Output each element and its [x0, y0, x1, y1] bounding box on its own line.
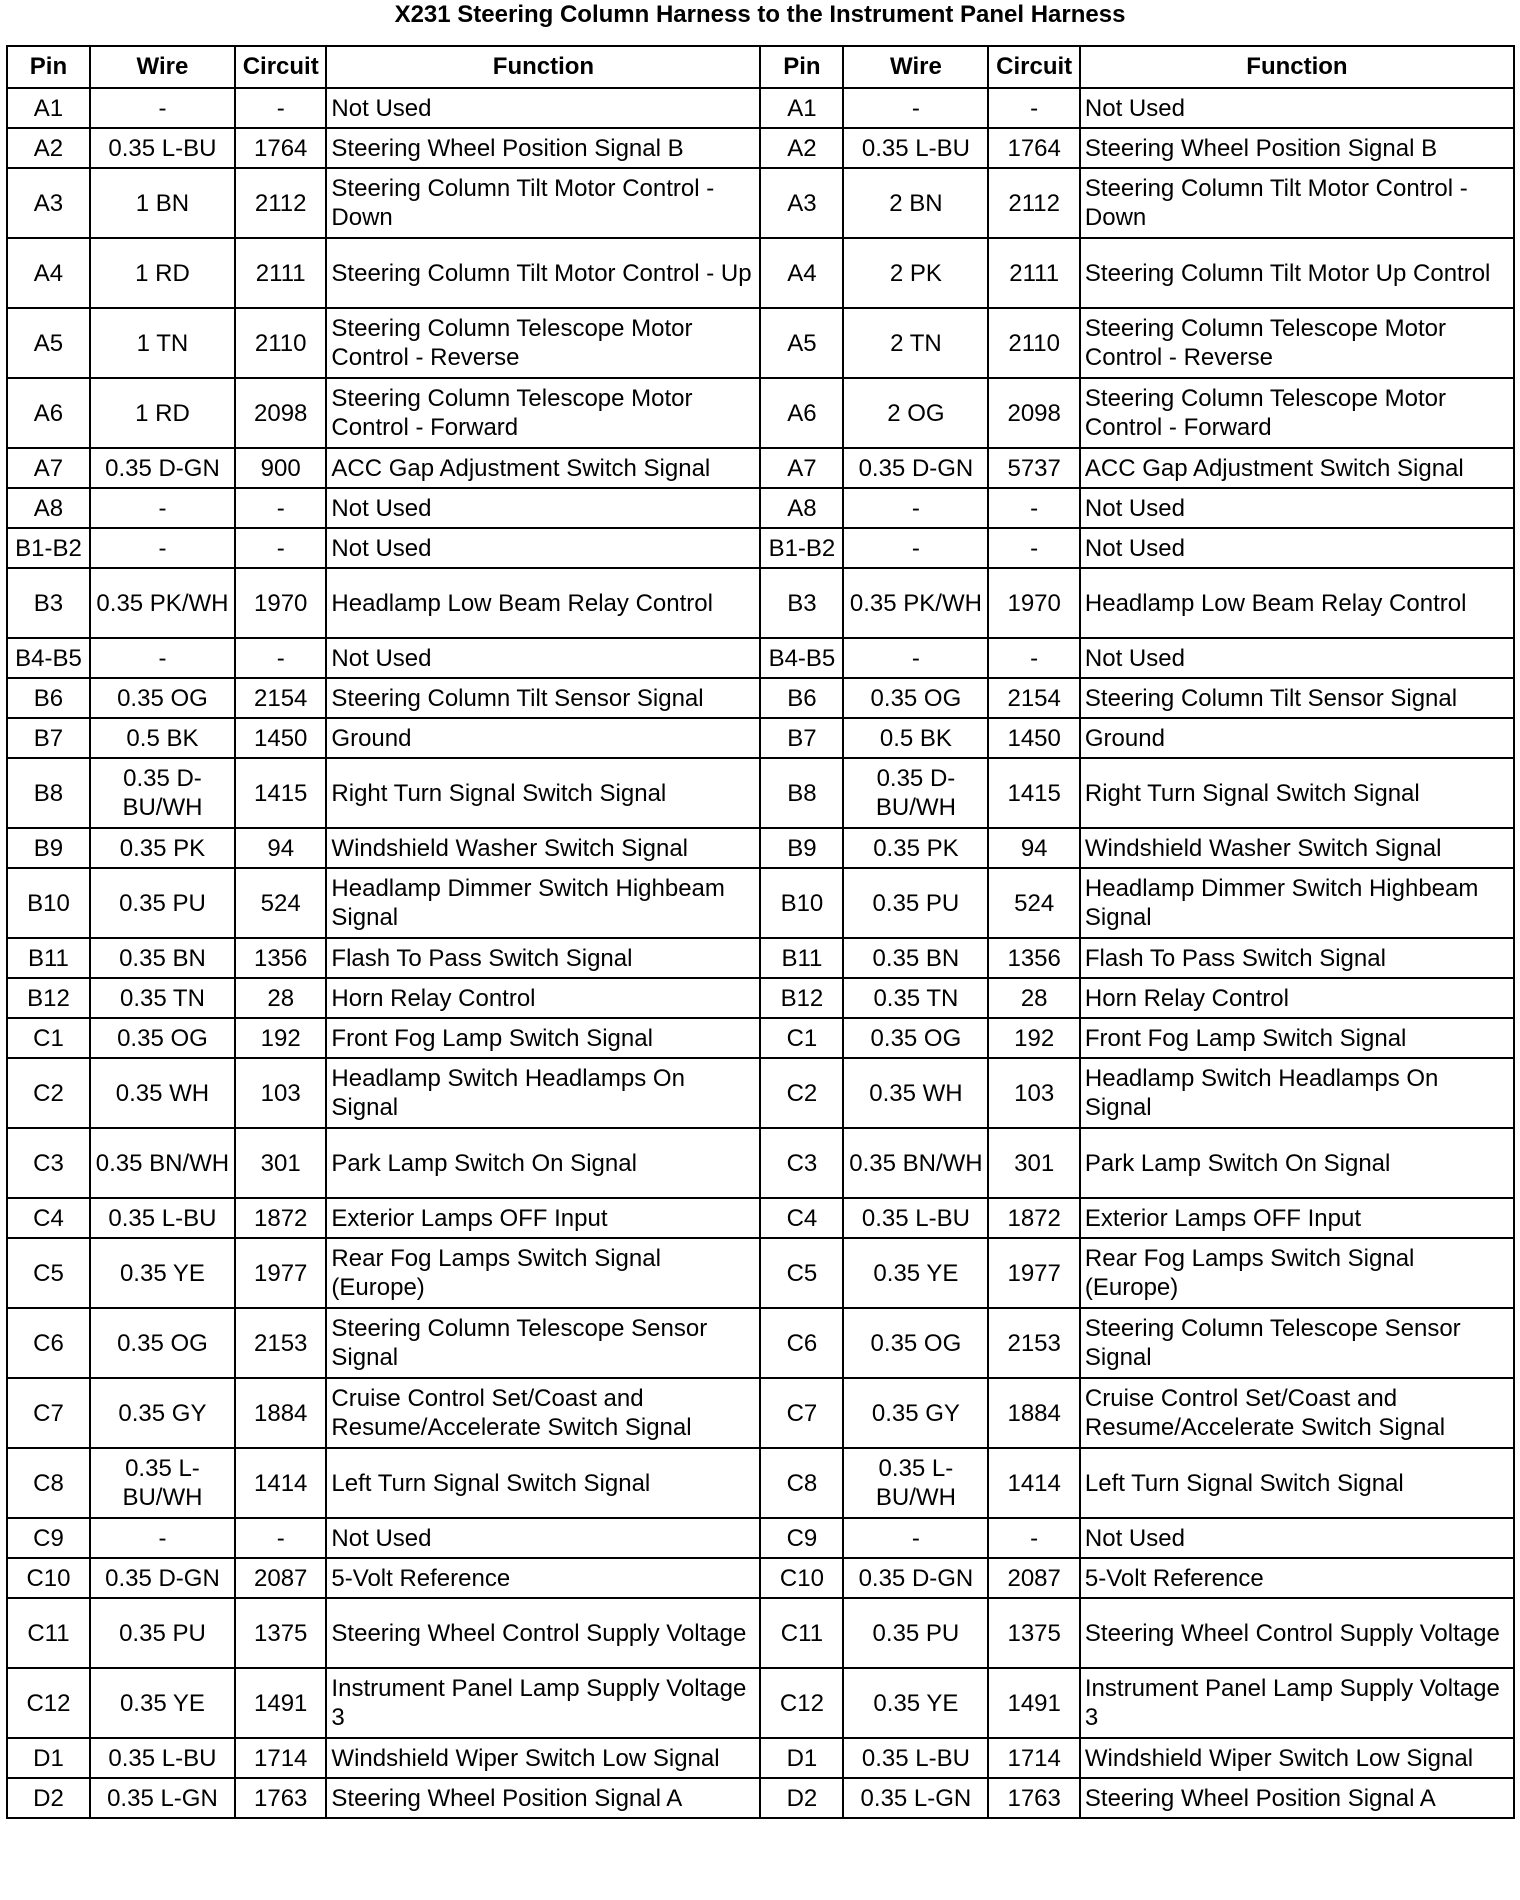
wire-cell: 0.35 WH — [90, 1058, 235, 1128]
function-cell-2: Steering Column Telescope Motor Control - Forward — [1080, 378, 1514, 448]
function-cell-2: Instrument Panel Lamp Supply Voltage 3 — [1080, 1668, 1514, 1738]
pin-cell-2: A7 — [760, 448, 843, 488]
table-row — [7, 758, 1514, 828]
circuit-cell: 1884 — [235, 1378, 326, 1448]
pin-cell-2: D1 — [760, 1738, 843, 1778]
wire-cell-2: 0.35 OG — [843, 1308, 988, 1378]
wire-cell: 0.35 L-BU — [90, 1198, 235, 1238]
function-cell: Headlamp Switch Headlamps On Signal — [326, 1058, 760, 1128]
circuit-cell: 2154 — [235, 678, 326, 718]
wire-cell-2: 0.35 PK/WH — [843, 568, 988, 638]
pin-cell-2: A8 — [760, 488, 843, 528]
wire-cell-2: 0.35 BN — [843, 938, 988, 978]
circuit-cell: 1764 — [235, 128, 326, 168]
pin-cell-2: C9 — [760, 1518, 843, 1558]
function-cell: Headlamp Low Beam Relay Control — [326, 568, 760, 638]
circuit-cell-2: 1714 — [988, 1738, 1079, 1778]
circuit-cell: 1977 — [235, 1238, 326, 1308]
pin-cell: A8 — [7, 488, 90, 528]
table-row — [7, 1308, 1514, 1378]
function-cell: Windshield Washer Switch Signal — [326, 828, 760, 868]
function-cell: Steering Column Telescope Motor Control - Reverse — [326, 308, 760, 378]
circuit-cell: 1415 — [235, 758, 326, 828]
table-row — [7, 1238, 1514, 1308]
wire-cell: 0.35 D-GN — [90, 448, 235, 488]
table-row — [7, 168, 1514, 238]
wire-cell-2: 0.5 BK — [843, 718, 988, 758]
function-cell: Instrument Panel Lamp Supply Voltage 3 — [326, 1668, 760, 1738]
circuit-cell-2: - — [988, 638, 1079, 678]
wire-cell-2: 0.35 L-BU/WH — [843, 1448, 988, 1518]
pin-cell: A5 — [7, 308, 90, 378]
circuit-cell-2: 2111 — [988, 238, 1079, 308]
pin-cell: B7 — [7, 718, 90, 758]
pin-cell: C4 — [7, 1198, 90, 1238]
function-cell-2: Steering Wheel Control Supply Voltage — [1080, 1598, 1514, 1668]
pin-cell: A6 — [7, 378, 90, 448]
table-row — [7, 1448, 1514, 1518]
wire-cell-2: 0.35 L-BU — [843, 1738, 988, 1778]
pin-cell-2: C6 — [760, 1308, 843, 1378]
wire-cell: 0.35 D-GN — [90, 1558, 235, 1598]
wire-cell-2: - — [843, 488, 988, 528]
pin-cell-2: A2 — [760, 128, 843, 168]
circuit-cell-2: 1491 — [988, 1668, 1079, 1738]
function-cell-2: Headlamp Low Beam Relay Control — [1080, 568, 1514, 638]
wire-cell-2: 0.35 WH — [843, 1058, 988, 1128]
pinout-table — [6, 45, 1515, 1819]
header-pin: Pin — [7, 46, 90, 88]
circuit-cell-2: 1414 — [988, 1448, 1079, 1518]
table-row — [7, 938, 1514, 978]
function-cell: Steering Column Telescope Motor Control - Forward — [326, 378, 760, 448]
circuit-cell-2: 1884 — [988, 1378, 1079, 1448]
wire-cell: 1 RD — [90, 238, 235, 308]
function-cell-2: Rear Fog Lamps Switch Signal (Europe) — [1080, 1238, 1514, 1308]
circuit-cell: - — [235, 88, 326, 128]
wire-cell: 0.35 PK/WH — [90, 568, 235, 638]
page-title: X231 Steering Column Harness to the Instrument Panel Harness — [394, 1, 1126, 28]
function-cell: Exterior Lamps OFF Input — [326, 1198, 760, 1238]
function-cell-2: ACC Gap Adjustment Switch Signal — [1080, 448, 1514, 488]
pin-cell: B11 — [7, 938, 90, 978]
wire-cell: 0.35 OG — [90, 1018, 235, 1058]
circuit-cell: 1872 — [235, 1198, 326, 1238]
function-cell: Steering Column Telescope Sensor Signal — [326, 1308, 760, 1378]
table-row — [7, 1198, 1514, 1238]
wire-cell-2: 2 TN — [843, 308, 988, 378]
circuit-cell: 301 — [235, 1128, 326, 1198]
wire-cell-2: 2 BN — [843, 168, 988, 238]
function-cell-2: Steering Column Tilt Sensor Signal — [1080, 678, 1514, 718]
pin-cell: B4-B5 — [7, 638, 90, 678]
pin-cell-2: A4 — [760, 238, 843, 308]
function-cell: Not Used — [326, 638, 760, 678]
table-row — [7, 378, 1514, 448]
wire-cell-2: 0.35 TN — [843, 978, 988, 1018]
function-cell: ACC Gap Adjustment Switch Signal — [326, 448, 760, 488]
pin-cell: A7 — [7, 448, 90, 488]
function-cell-2: Not Used — [1080, 638, 1514, 678]
wire-cell-2: 0.35 L-GN — [843, 1778, 988, 1818]
wire-cell-2: 0.35 YE — [843, 1238, 988, 1308]
wire-cell: 0.35 BN — [90, 938, 235, 978]
table-row — [7, 868, 1514, 938]
circuit-cell: 1763 — [235, 1778, 326, 1818]
function-cell: Right Turn Signal Switch Signal — [326, 758, 760, 828]
function-cell-2: Headlamp Dimmer Switch Highbeam Signal — [1080, 868, 1514, 938]
wire-cell-2: 0.35 YE — [843, 1668, 988, 1738]
pin-cell-2: C1 — [760, 1018, 843, 1058]
circuit-cell-2: 1872 — [988, 1198, 1079, 1238]
wire-cell: 0.5 BK — [90, 718, 235, 758]
wire-cell: 0.35 OG — [90, 678, 235, 718]
pin-cell: B12 — [7, 978, 90, 1018]
function-cell-2: Ground — [1080, 718, 1514, 758]
function-cell-2: Right Turn Signal Switch Signal — [1080, 758, 1514, 828]
wire-cell: - — [90, 1518, 235, 1558]
pin-cell-2: B1-B2 — [760, 528, 843, 568]
wire-cell: 0.35 L-BU — [90, 1738, 235, 1778]
header-circuit-2: Circuit — [988, 46, 1079, 88]
pin-cell: B3 — [7, 568, 90, 638]
header-circuit: Circuit — [235, 46, 326, 88]
table-row — [7, 308, 1514, 378]
circuit-cell-2: 2153 — [988, 1308, 1079, 1378]
wire-cell: 0.35 TN — [90, 978, 235, 1018]
function-cell: Steering Wheel Position Signal B — [326, 128, 760, 168]
pin-cell-2: A6 — [760, 378, 843, 448]
wire-cell-2: 0.35 GY — [843, 1378, 988, 1448]
circuit-cell: 1970 — [235, 568, 326, 638]
pin-cell-2: D2 — [760, 1778, 843, 1818]
function-cell: Steering Column Tilt Motor Control - Up — [326, 238, 760, 308]
function-cell-2: Not Used — [1080, 1518, 1514, 1558]
pin-cell: C3 — [7, 1128, 90, 1198]
function-cell: Not Used — [326, 1518, 760, 1558]
function-cell-2: Horn Relay Control — [1080, 978, 1514, 1018]
wire-cell: 0.35 GY — [90, 1378, 235, 1448]
circuit-cell: 1450 — [235, 718, 326, 758]
table-row — [7, 128, 1514, 168]
pin-cell: C7 — [7, 1378, 90, 1448]
table-row — [7, 1558, 1514, 1598]
circuit-cell-2: 1356 — [988, 938, 1079, 978]
header-wire: Wire — [90, 46, 235, 88]
table-row — [7, 1058, 1514, 1128]
wire-cell: 0.35 OG — [90, 1308, 235, 1378]
function-cell: Ground — [326, 718, 760, 758]
circuit-cell-2: 103 — [988, 1058, 1079, 1128]
circuit-cell-2: 2110 — [988, 308, 1079, 378]
function-cell: Park Lamp Switch On Signal — [326, 1128, 760, 1198]
circuit-cell: 524 — [235, 868, 326, 938]
pin-cell: B9 — [7, 828, 90, 868]
pin-cell-2: B6 — [760, 678, 843, 718]
circuit-cell-2: 1375 — [988, 1598, 1079, 1668]
wire-cell-2: 0.35 PK — [843, 828, 988, 868]
wire-cell: - — [90, 88, 235, 128]
function-cell-2: Cruise Control Set/Coast and Resume/Accelerate Switch Signal — [1080, 1378, 1514, 1448]
circuit-cell: 2087 — [235, 1558, 326, 1598]
function-cell: Windshield Wiper Switch Low Signal — [326, 1738, 760, 1778]
wire-cell-2: 0.35 PU — [843, 1598, 988, 1668]
table-row — [7, 1668, 1514, 1738]
wire-cell: 0.35 L-GN — [90, 1778, 235, 1818]
header-function: Function — [326, 46, 760, 88]
circuit-cell: 2111 — [235, 238, 326, 308]
function-cell-2: Steering Wheel Position Signal B — [1080, 128, 1514, 168]
wire-cell-2: - — [843, 88, 988, 128]
header-pin-2: Pin — [760, 46, 843, 88]
pin-cell: C10 — [7, 1558, 90, 1598]
wire-cell: - — [90, 488, 235, 528]
pin-cell-2: B7 — [760, 718, 843, 758]
wire-cell-2: 0.35 D-GN — [843, 1558, 988, 1598]
function-cell: Left Turn Signal Switch Signal — [326, 1448, 760, 1518]
pin-cell: A2 — [7, 128, 90, 168]
circuit-cell: 2098 — [235, 378, 326, 448]
function-cell: Steering Wheel Position Signal A — [326, 1778, 760, 1818]
function-cell: Flash To Pass Switch Signal — [326, 938, 760, 978]
wire-cell-2: 0.35 PU — [843, 868, 988, 938]
wire-cell: 0.35 BN/WH — [90, 1128, 235, 1198]
circuit-cell-2: 1415 — [988, 758, 1079, 828]
wire-cell-2: 0.35 D-GN — [843, 448, 988, 488]
pin-cell: C8 — [7, 1448, 90, 1518]
pin-cell-2: C10 — [760, 1558, 843, 1598]
wire-cell-2: - — [843, 638, 988, 678]
function-cell-2: Flash To Pass Switch Signal — [1080, 938, 1514, 978]
circuit-cell: - — [235, 488, 326, 528]
circuit-cell: - — [235, 1518, 326, 1558]
pin-cell: B10 — [7, 868, 90, 938]
function-cell: Front Fog Lamp Switch Signal — [326, 1018, 760, 1058]
function-cell-2: Steering Column Telescope Motor Control - Reverse — [1080, 308, 1514, 378]
wire-cell-2: - — [843, 1518, 988, 1558]
circuit-cell: 94 — [235, 828, 326, 868]
wire-cell-2: 0.35 D-BU/WH — [843, 758, 988, 828]
table-row — [7, 568, 1514, 638]
circuit-cell-2: - — [988, 488, 1079, 528]
pin-cell: C6 — [7, 1308, 90, 1378]
function-cell: Headlamp Dimmer Switch Highbeam Signal — [326, 868, 760, 938]
pin-cell: C9 — [7, 1518, 90, 1558]
wire-cell-2: 0.35 OG — [843, 1018, 988, 1058]
table-row — [7, 718, 1514, 758]
wire-cell-2: 0.35 L-BU — [843, 128, 988, 168]
wire-cell: 1 TN — [90, 308, 235, 378]
table-row — [7, 1128, 1514, 1198]
circuit-cell-2: 192 — [988, 1018, 1079, 1058]
pin-cell-2: C5 — [760, 1238, 843, 1308]
circuit-cell: 1375 — [235, 1598, 326, 1668]
table-row — [7, 448, 1514, 488]
table-row — [7, 828, 1514, 868]
wire-cell-2: 0.35 BN/WH — [843, 1128, 988, 1198]
pin-cell-2: B8 — [760, 758, 843, 828]
function-cell-2: Steering Wheel Position Signal A — [1080, 1778, 1514, 1818]
pin-cell: C2 — [7, 1058, 90, 1128]
pin-cell-2: B3 — [760, 568, 843, 638]
pin-cell-2: C3 — [760, 1128, 843, 1198]
circuit-cell-2: - — [988, 1518, 1079, 1558]
pin-cell: D1 — [7, 1738, 90, 1778]
pin-cell-2: C7 — [760, 1378, 843, 1448]
circuit-cell-2: 94 — [988, 828, 1079, 868]
circuit-cell: 192 — [235, 1018, 326, 1058]
circuit-cell-2: 2112 — [988, 168, 1079, 238]
pin-cell-2: A3 — [760, 168, 843, 238]
pin-cell: B8 — [7, 758, 90, 828]
wire-cell-2: - — [843, 528, 988, 568]
circuit-cell: 103 — [235, 1058, 326, 1128]
function-cell: Horn Relay Control — [326, 978, 760, 1018]
circuit-cell-2: 2154 — [988, 678, 1079, 718]
function-cell: Steering Column Tilt Sensor Signal — [326, 678, 760, 718]
circuit-cell-2: 2098 — [988, 378, 1079, 448]
pin-cell-2: B11 — [760, 938, 843, 978]
pin-cell-2: C8 — [760, 1448, 843, 1518]
table-row — [7, 1378, 1514, 1448]
pin-cell-2: B4-B5 — [760, 638, 843, 678]
wire-cell: 1 BN — [90, 168, 235, 238]
function-cell: Cruise Control Set/Coast and Resume/Accelerate Switch Signal — [326, 1378, 760, 1448]
circuit-cell-2: 1970 — [988, 568, 1079, 638]
pin-cell: C12 — [7, 1668, 90, 1738]
table-row — [7, 1018, 1514, 1058]
wire-cell: 0.35 PK — [90, 828, 235, 868]
header-row — [7, 46, 1514, 88]
function-cell-2: Steering Column Tilt Motor Control - Down — [1080, 168, 1514, 238]
wire-cell: 0.35 L-BU/WH — [90, 1448, 235, 1518]
pin-cell: C11 — [7, 1598, 90, 1668]
function-cell-2: Headlamp Switch Headlamps On Signal — [1080, 1058, 1514, 1128]
function-cell-2: Left Turn Signal Switch Signal — [1080, 1448, 1514, 1518]
function-cell-2: Not Used — [1080, 88, 1514, 128]
table-row — [7, 88, 1514, 128]
circuit-cell-2: 1763 — [988, 1778, 1079, 1818]
circuit-cell: 1491 — [235, 1668, 326, 1738]
pin-cell-2: A5 — [760, 308, 843, 378]
pin-cell-2: C2 — [760, 1058, 843, 1128]
circuit-cell-2: 524 — [988, 868, 1079, 938]
pin-cell-2: A1 — [760, 88, 843, 128]
wire-cell-2: 2 PK — [843, 238, 988, 308]
function-cell: 5-Volt Reference — [326, 1558, 760, 1598]
circuit-cell: - — [235, 528, 326, 568]
wire-cell: 1 RD — [90, 378, 235, 448]
pin-cell-2: B9 — [760, 828, 843, 868]
table-row — [7, 238, 1514, 308]
wire-cell: 0.35 D-BU/WH — [90, 758, 235, 828]
function-cell-2: Steering Column Tilt Motor Up Control — [1080, 238, 1514, 308]
table-row — [7, 1598, 1514, 1668]
circuit-cell-2: 2087 — [988, 1558, 1079, 1598]
header-wire-2: Wire — [843, 46, 988, 88]
circuit-cell: 2153 — [235, 1308, 326, 1378]
wire-cell: 0.35 L-BU — [90, 128, 235, 168]
function-cell-2: Steering Column Telescope Sensor Signal — [1080, 1308, 1514, 1378]
pin-cell-2: B10 — [760, 868, 843, 938]
table-row — [7, 528, 1514, 568]
wire-cell: 0.35 YE — [90, 1238, 235, 1308]
table-row — [7, 1518, 1514, 1558]
circuit-cell: 28 — [235, 978, 326, 1018]
function-cell: Steering Column Tilt Motor Control - Down — [326, 168, 760, 238]
table-row — [7, 978, 1514, 1018]
pin-cell: A3 — [7, 168, 90, 238]
pin-cell: A1 — [7, 88, 90, 128]
table-row — [7, 638, 1514, 678]
function-cell: Not Used — [326, 88, 760, 128]
function-cell-2: Windshield Wiper Switch Low Signal — [1080, 1738, 1514, 1778]
pin-cell-2: C4 — [760, 1198, 843, 1238]
circuit-cell: 1356 — [235, 938, 326, 978]
circuit-cell: - — [235, 638, 326, 678]
wire-cell-2: 0.35 OG — [843, 678, 988, 718]
circuit-cell-2: 5737 — [988, 448, 1079, 488]
function-cell-2: Not Used — [1080, 528, 1514, 568]
wire-cell-2: 0.35 L-BU — [843, 1198, 988, 1238]
function-cell-2: Exterior Lamps OFF Input — [1080, 1198, 1514, 1238]
table-row — [7, 488, 1514, 528]
function-cell-2: 5-Volt Reference — [1080, 1558, 1514, 1598]
wire-cell: 0.35 PU — [90, 1598, 235, 1668]
circuit-cell-2: 301 — [988, 1128, 1079, 1198]
wire-cell-2: 2 OG — [843, 378, 988, 448]
function-cell: Steering Wheel Control Supply Voltage — [326, 1598, 760, 1668]
function-cell: Rear Fog Lamps Switch Signal (Europe) — [326, 1238, 760, 1308]
pin-cell-2: B12 — [760, 978, 843, 1018]
function-cell: Not Used — [326, 488, 760, 528]
pin-cell: D2 — [7, 1778, 90, 1818]
circuit-cell-2: - — [988, 88, 1079, 128]
circuit-cell: 1414 — [235, 1448, 326, 1518]
wire-cell: - — [90, 638, 235, 678]
table-row — [7, 1738, 1514, 1778]
function-cell-2: Windshield Washer Switch Signal — [1080, 828, 1514, 868]
circuit-cell: 2112 — [235, 168, 326, 238]
circuit-cell-2: 1450 — [988, 718, 1079, 758]
wire-cell: 0.35 PU — [90, 868, 235, 938]
table-row — [7, 678, 1514, 718]
circuit-cell-2: - — [988, 528, 1079, 568]
circuit-cell: 1714 — [235, 1738, 326, 1778]
function-cell: Not Used — [326, 528, 760, 568]
circuit-cell-2: 1764 — [988, 128, 1079, 168]
pin-cell-2: C12 — [760, 1668, 843, 1738]
circuit-cell: 2110 — [235, 308, 326, 378]
wire-cell: - — [90, 528, 235, 568]
wire-cell: 0.35 YE — [90, 1668, 235, 1738]
header-function-2: Function — [1080, 46, 1514, 88]
pin-cell: B1-B2 — [7, 528, 90, 568]
pin-cell: A4 — [7, 238, 90, 308]
table-row — [7, 1778, 1514, 1818]
pin-cell: B6 — [7, 678, 90, 718]
function-cell-2: Park Lamp Switch On Signal — [1080, 1128, 1514, 1198]
circuit-cell-2: 28 — [988, 978, 1079, 1018]
function-cell-2: Front Fog Lamp Switch Signal — [1080, 1018, 1514, 1058]
pin-cell: C1 — [7, 1018, 90, 1058]
pin-cell: C5 — [7, 1238, 90, 1308]
circuit-cell-2: 1977 — [988, 1238, 1079, 1308]
circuit-cell: 900 — [235, 448, 326, 488]
pin-cell-2: C11 — [760, 1598, 843, 1668]
function-cell-2: Not Used — [1080, 488, 1514, 528]
